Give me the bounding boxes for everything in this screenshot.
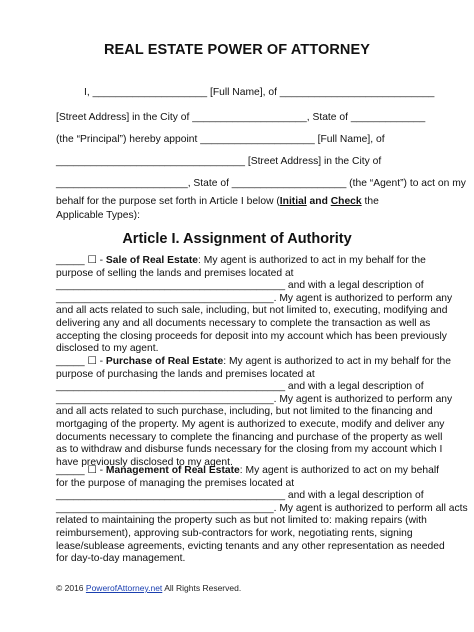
management-heading: Management of Real Estate (105, 465, 240, 476)
sale-legal-line: ______________________________________. My agent is authorized to perform any (56, 292, 453, 304)
principal-name-line: I, ____________________ [Full Name], of ___________________________ (84, 87, 435, 98)
sale-initial-blank[interactable]: _____ ☐ - (56, 255, 106, 266)
footer (56, 583, 241, 593)
management-line: : My agent is authorized to act on my behalf (239, 465, 439, 476)
purpose-check: Check (330, 196, 362, 207)
agent-address-line: _________________________________ [Street Address] in the City of (56, 156, 382, 167)
purchase-location-line: ________________________________________ and with a legal description of (56, 381, 424, 393)
purchase-line: as to withdraw and disburse funds necessary for the closing from my account which I (56, 444, 443, 456)
purpose-statement (56, 195, 422, 222)
sale-line: disclosed to my agent. (56, 343, 159, 355)
footer-copyright: © 2016 (56, 583, 86, 593)
purchase-line: : My agent is authorized to act in my behalf for the (223, 356, 452, 367)
footer-rights: All Rights Reserved. (162, 583, 242, 593)
purchase-heading: Purchase of Real Estate (105, 356, 224, 367)
sale-heading: Sale of Real Estate (105, 255, 199, 266)
management-section (56, 465, 468, 566)
purchase-line: and all acts related to such purchase, including, but not limited to the financing and (56, 406, 433, 418)
sale-line: accepting the closing proceeds for deposit into my account which has been previously (56, 330, 447, 342)
purpose-and: and (306, 196, 331, 207)
purpose-text-after: the Applicable Types): (56, 196, 379, 221)
purchase-line: purpose of purchasing the lands and premises located at (56, 368, 315, 380)
management-legal-line: ______________________________________. My agent is authorized to perform all acts (56, 502, 468, 514)
purchase-initial-blank[interactable]: _____ ☐ - (56, 356, 106, 367)
article-heading: Article I. Assignment of Authority (122, 231, 352, 247)
purchase-section (56, 356, 453, 469)
document-title: REAL ESTATE POWER OF ATTORNEY (103, 42, 371, 58)
purchase-line: mortgaging of the property. My agent is authorized to execute, modify and deliver any (56, 418, 445, 430)
purpose-initial: Initial (279, 196, 307, 207)
purpose-text-before: behalf for the purpose set forth in Article I below ( (56, 196, 280, 207)
agent-name-line: (the “Principal”) hereby appoint ____________________ [Full Name], of (56, 134, 385, 145)
sale-location-line: ________________________________________ and with a legal description of (56, 280, 424, 292)
management-line: for the purpose of managing the premises located at (56, 477, 295, 489)
principal-address-line: [Street Address] in the City of ____________________, State of _____________ (56, 112, 426, 123)
agent-state-line: _______________________, State of ____________________ (the “Agent”) to act on my (56, 178, 466, 189)
sale-line: and all acts related to such sale, including, but not limited to, executing, modifying and (56, 305, 448, 317)
purchase-legal-line: ______________________________________. My agent is authorized to perform any (56, 393, 453, 405)
management-line: for day-to-day management. (56, 553, 186, 565)
management-line: reimbursement), approving sub-contractors for work, negotiating rents, signing (56, 527, 413, 539)
sale-line: : My agent is authorized to act in my behalf for the (198, 255, 426, 266)
footer-link[interactable]: PowerofAttorney.net (85, 583, 163, 593)
sale-section (56, 255, 453, 356)
management-line: lease/sublease agreements, evicting tenants and any other representation as needed (56, 540, 445, 552)
sale-line: delivering any and all documents necessary to complete the transaction as well as (56, 317, 431, 329)
management-line: related to maintaining the property such as but not limited to: making repairs (with (56, 515, 427, 527)
management-location-line: ________________________________________ and with a legal description of (56, 490, 424, 502)
purchase-line: documents necessary to complete the financing and purchase of the property as well (56, 431, 443, 443)
purchase-line: have previously disclosed to my agent. (56, 456, 233, 468)
management-initial-blank[interactable]: _____ ☐ - (56, 465, 106, 476)
sale-line: purpose of selling the lands and premises located at (56, 267, 294, 279)
